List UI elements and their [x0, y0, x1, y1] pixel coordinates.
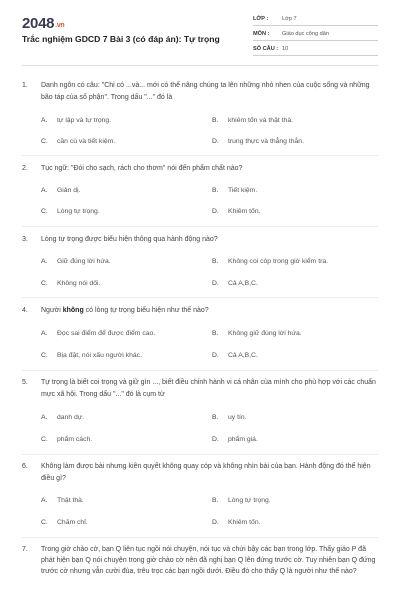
question-3 [22, 234, 378, 246]
question-number: 5. [22, 379, 28, 386]
divider [22, 226, 378, 227]
divider [253, 25, 378, 26]
option-letter: D. [212, 208, 219, 215]
question-4 [22, 305, 378, 317]
option-text: trung thực và thẳng thắn. [228, 138, 304, 145]
option-letter: B. [212, 497, 219, 504]
option-letter: A. [41, 414, 48, 421]
option-letter: C. [41, 436, 48, 443]
option-text: Không giữ đúng lời hứa. [228, 330, 302, 337]
site-logo[interactable] [22, 15, 64, 32]
divider [22, 370, 378, 371]
question-text-emphasis: không [62, 307, 84, 314]
option-c[interactable] [41, 138, 115, 145]
option-letter: B. [212, 117, 219, 124]
meta-value: 10 [282, 46, 289, 52]
option-d[interactable] [212, 208, 261, 215]
header-divider [22, 65, 378, 66]
meta-value: Lớp 7 [282, 16, 297, 22]
option-letter: C. [41, 519, 48, 526]
question-6 [22, 461, 378, 485]
option-a[interactable] [41, 330, 155, 337]
question-text: Tục ngữ: "Đói cho sạch, rách cho thơm" nói đến phẩm chất nào? [41, 165, 243, 172]
question-number: 3. [22, 236, 28, 243]
option-letter: B. [212, 414, 219, 421]
question-text: Lòng tự trọng được biểu hiện thông qua hành động nào? [41, 236, 218, 243]
option-d[interactable] [212, 519, 261, 526]
option-d[interactable] [212, 280, 258, 287]
logo-number: 2048 [22, 15, 55, 32]
option-c[interactable] [41, 208, 100, 215]
question-1 [22, 80, 378, 104]
option-text: Lòng tự trọng. [57, 208, 100, 215]
question-text: Không làm được bài nhưng kiên quyết không quay cóp và không nhìn bài của bạn. Hành động đó thể hiện điều gì? [41, 463, 371, 482]
option-text: Không coi cóp trong giờ kiểm tra. [228, 258, 329, 265]
option-letter: B. [212, 187, 219, 194]
divider [22, 454, 378, 455]
option-letter: D. [212, 352, 219, 359]
option-a[interactable] [41, 187, 80, 194]
option-text: Cả A,B,C. [228, 352, 258, 359]
option-text: Giữ đúng lời hứa. [57, 258, 111, 265]
question-5 [22, 377, 378, 401]
option-text: Lòng tự trọng. [228, 497, 271, 504]
option-text: Bịa đặt, nói xấu người khác. [57, 352, 142, 359]
option-letter: C. [41, 208, 48, 215]
option-text: Chăm chỉ. [57, 519, 88, 526]
option-text: Giản dị. [57, 187, 81, 194]
option-letter: C. [41, 138, 48, 145]
option-text: Cả A,B,C. [228, 280, 258, 287]
meta-label: SỐ CÂU : [253, 46, 279, 52]
option-text: tự lập và tự trọng. [57, 117, 112, 124]
divider [253, 40, 378, 41]
option-letter: D. [212, 138, 219, 145]
option-letter: C. [41, 352, 48, 359]
option-letter: B. [212, 258, 219, 265]
option-a[interactable] [41, 497, 84, 504]
option-letter: D. [212, 519, 219, 526]
divider [22, 537, 378, 538]
question-text: Danh ngôn có câu: "Chỉ có ...và... mới có thể nâng chúng ta lên những nhỏ nhen của cuộc sống và những bão táp của số phận". Trong dấu "..." đó là [41, 82, 370, 101]
option-b[interactable] [212, 497, 271, 504]
question-7 [22, 544, 378, 577]
question-text [41, 305, 378, 317]
option-b[interactable] [212, 330, 302, 337]
option-text: Khiêm tốn. [228, 519, 261, 526]
option-letter: D. [212, 436, 219, 443]
option-text: Thật thà. [57, 497, 84, 504]
meta-label: LỚP : [253, 16, 269, 22]
option-text: khiêm tốn và thật thà. [228, 117, 293, 124]
option-a[interactable] [41, 258, 111, 265]
option-letter: B. [212, 330, 219, 337]
meta-value: Giáo dục công dân [282, 31, 329, 37]
option-d[interactable] [212, 138, 304, 145]
question-text-part: có lòng tự trọng biểu hiện như thế nào? [83, 307, 209, 314]
question-2 [22, 163, 378, 175]
option-b[interactable] [212, 258, 328, 265]
question-number: 4. [22, 307, 28, 314]
option-letter: C. [41, 280, 48, 287]
option-text: Không nói dối. [57, 280, 101, 287]
option-text: phẩm giá. [228, 436, 258, 443]
logo-suffix: .vn [55, 22, 65, 29]
divider [253, 55, 378, 56]
question-number: 6. [22, 463, 28, 470]
question-text-part: Người [41, 307, 63, 314]
question-number: 1. [22, 82, 28, 89]
option-b[interactable] [212, 187, 257, 194]
option-d[interactable] [212, 352, 258, 359]
option-letter: A. [41, 330, 48, 337]
option-d[interactable] [212, 436, 258, 443]
option-c[interactable] [41, 352, 142, 359]
option-letter: A. [41, 117, 48, 124]
option-text: danh dự. [57, 414, 85, 421]
page-title: Trắc nghiệm GDCD 7 Bài 3 (có đáp án): Tự trọng [22, 34, 220, 44]
question-number: 7. [22, 546, 28, 553]
option-a[interactable] [41, 117, 111, 124]
option-text: uy tín. [228, 414, 247, 421]
option-letter: A. [41, 187, 48, 194]
option-c[interactable] [41, 280, 100, 287]
option-c[interactable] [41, 519, 88, 526]
meta-label: MÔN : [253, 31, 270, 37]
option-text: cần cù và tiết kiệm. [57, 138, 116, 145]
option-text: phẩm cách. [57, 436, 93, 443]
option-text: Đọc sai điểm để được điểm cao. [57, 330, 156, 337]
question-text: Trong giờ chào cờ, bạn Q liên tục ngồi nói chuyện, nói tục và chửi bậy các bạn trong lớp. Thấy giáo P đã phát hiện bạn Q nói chuyện trong giờ chào cờ nên đã nghị bạn Q lên đứng trước cờ. Tuy nhiên bạn Q đứng trước cờ nhưng vẫn cười đùa, trêu trọc các bạn ngồi dưới. Điều đó cho thấy Q là người như thế nào? [41, 546, 376, 575]
option-letter: A. [41, 258, 48, 265]
question-text: Tự trọng là biết coi trọng và giữ gìn ..., biết điều chỉnh hành vi cá nhân của mình cho phù hợp với các chuẩn mực xã hội. Trong dấu "..." đó là cụm từ [41, 379, 376, 398]
option-text: Khiêm tốn. [228, 208, 261, 215]
option-b[interactable] [212, 117, 293, 124]
option-a[interactable] [41, 414, 84, 421]
option-c[interactable] [41, 436, 92, 443]
option-b[interactable] [212, 414, 247, 421]
option-letter: D. [212, 280, 219, 287]
option-letter: A. [41, 497, 48, 504]
divider [22, 155, 378, 156]
divider [22, 297, 378, 298]
question-number: 2. [22, 165, 28, 172]
option-text: Tiết kiệm. [228, 187, 258, 194]
